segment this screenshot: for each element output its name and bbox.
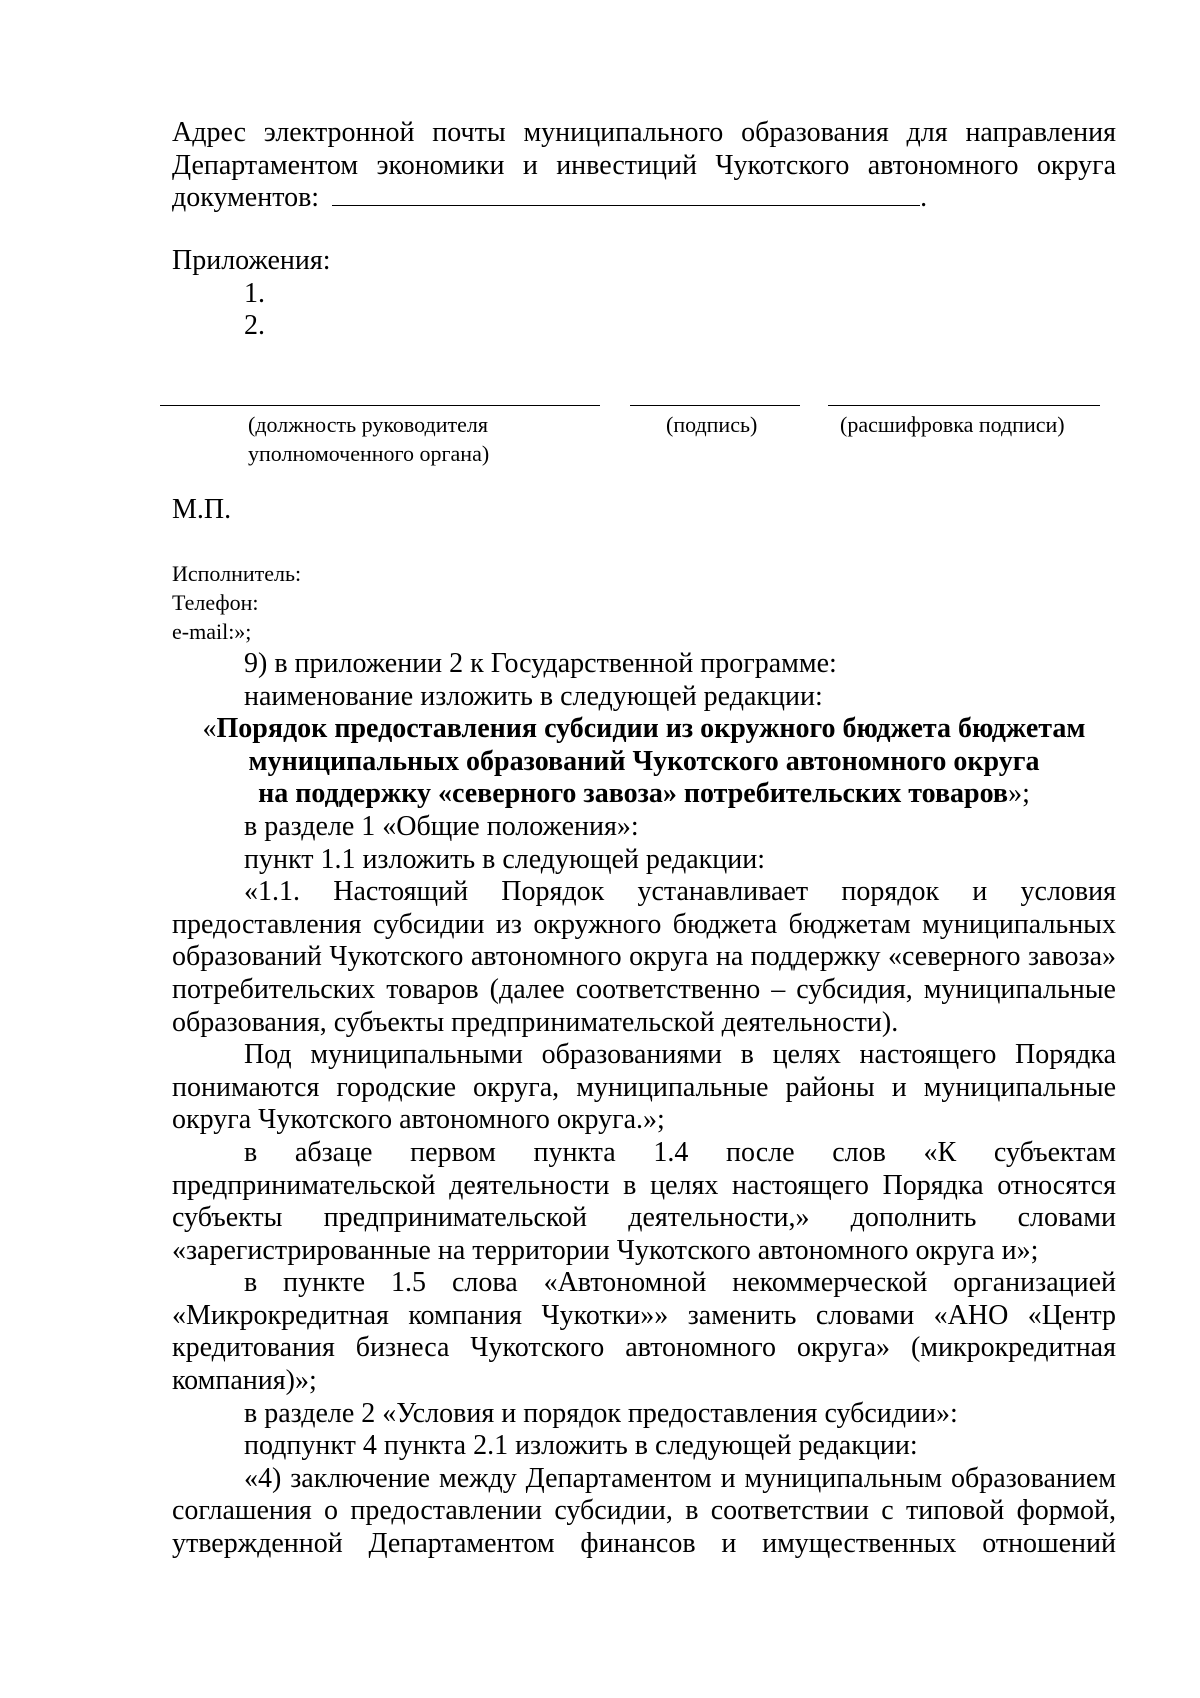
email-label: e-mail:»;: [172, 619, 252, 644]
stamp-section: [172, 494, 1116, 527]
title-line-3-text: на поддержку «северного завоза» потребительских товаров: [258, 778, 1009, 810]
paragraph: в разделе 2 «Условия и порядок предоставления субсидии»:: [244, 1397, 958, 1429]
paragraph: 9) в приложении 2 к Государственной программе:: [244, 648, 837, 679]
email-line-end: .: [920, 182, 928, 214]
signature-line: [630, 405, 800, 406]
program-title-line-2: муниципальных образований Чукотского автономного округа: [248, 745, 1040, 777]
email-line-3: [172, 182, 1116, 215]
paragraph: в абзаце первом пункта 1.4 после слов «К субъектам предпринимательской деятельности в целях настоящего Порядка относятся субъекты предпринимательской деятельности,» дополнить словами «зарегистрированные на территории Чукотского автономного округа и»;: [172, 1136, 1116, 1266]
paragraph: подпункт 4 пункта 2.1 изложить в следующей редакции:: [244, 1430, 918, 1462]
position-signature-line: [160, 405, 600, 406]
title-line-1-text: Порядок предоставления субсидии из окружного бюджета бюджетам: [216, 713, 1086, 745]
paragraph: наименование изложить в следующей редакции:: [244, 680, 823, 712]
email-documents-label: документов:: [172, 182, 320, 214]
email-line-1: Адрес электронной почты муниципального образования для направления: [172, 117, 1116, 148]
appendices-title: Приложения:: [172, 245, 331, 276]
stamp-label: М.П.: [172, 494, 232, 525]
title-close-quote: »;: [1008, 778, 1030, 810]
paragraph: пункт 1.1 изложить в следующей редакции:: [244, 843, 765, 875]
decoding-caption: (расшифровка подписи): [840, 412, 1065, 437]
email-line-2: Департаментом экономики и инвестиций Чукотского автономного округа: [172, 149, 1116, 181]
email-blank-line[interactable]: [332, 183, 920, 206]
phone-label: Телефон:: [172, 590, 259, 615]
email-paragraph: [172, 117, 1116, 215]
program-title: [172, 713, 1116, 811]
paragraph: «4) заключение между Департаментом и муниципальным образованием соглашения о предоставлении субсидии, в соответствии с типовой формой, утвержденной Департаментом финансов и имущественных отношений: [172, 1462, 1116, 1560]
program-title-line-3: [172, 778, 1116, 811]
signature-caption: (подпись): [666, 412, 758, 437]
position-caption-line-2: уполномоченного органа): [248, 441, 490, 466]
contacts-section: [172, 559, 1116, 646]
position-caption-line-1: (должность руководителя: [248, 412, 488, 437]
paragraph: в разделе 1 «Общие положения»:: [244, 810, 639, 842]
paragraph: «1.1. Настоящий Порядок устанавливает порядок и условия предоставления субсидии из окружного бюджета бюджетам муниципальных образований Чукотского автономного округа на поддержку «северного завоза» потребительских товаров (далее соответственно – субсидия, муниципальные образования, субъекты предпринимательской деятельности).: [172, 876, 1116, 1038]
position-caption: [248, 410, 489, 468]
amendments-body: [172, 648, 1116, 1561]
paragraph: Под муниципальными образованиями в целях настоящего Порядка понимаются городские округа, муниципальные районы и муниципальные округа Чукотского автономного округа.»;: [172, 1039, 1116, 1136]
decoding-signature-line: [828, 405, 1100, 406]
paragraph: в пункте 1.5 слова «Автономной некоммерческой организацией «Микрокредитная компания Чукотки»» заменить словами «АНО «Центр кредитования бизнеса Чукотского автономного округа» (микрокредитная компания)»;: [172, 1267, 1116, 1397]
appendices-section: [172, 245, 1116, 343]
appendix-item: 1.: [244, 277, 265, 309]
title-open-quote: «: [202, 713, 217, 745]
program-title-line-1: [172, 713, 1116, 746]
executor-label: Исполнитель:: [172, 561, 302, 586]
appendix-item: 2.: [244, 310, 265, 342]
